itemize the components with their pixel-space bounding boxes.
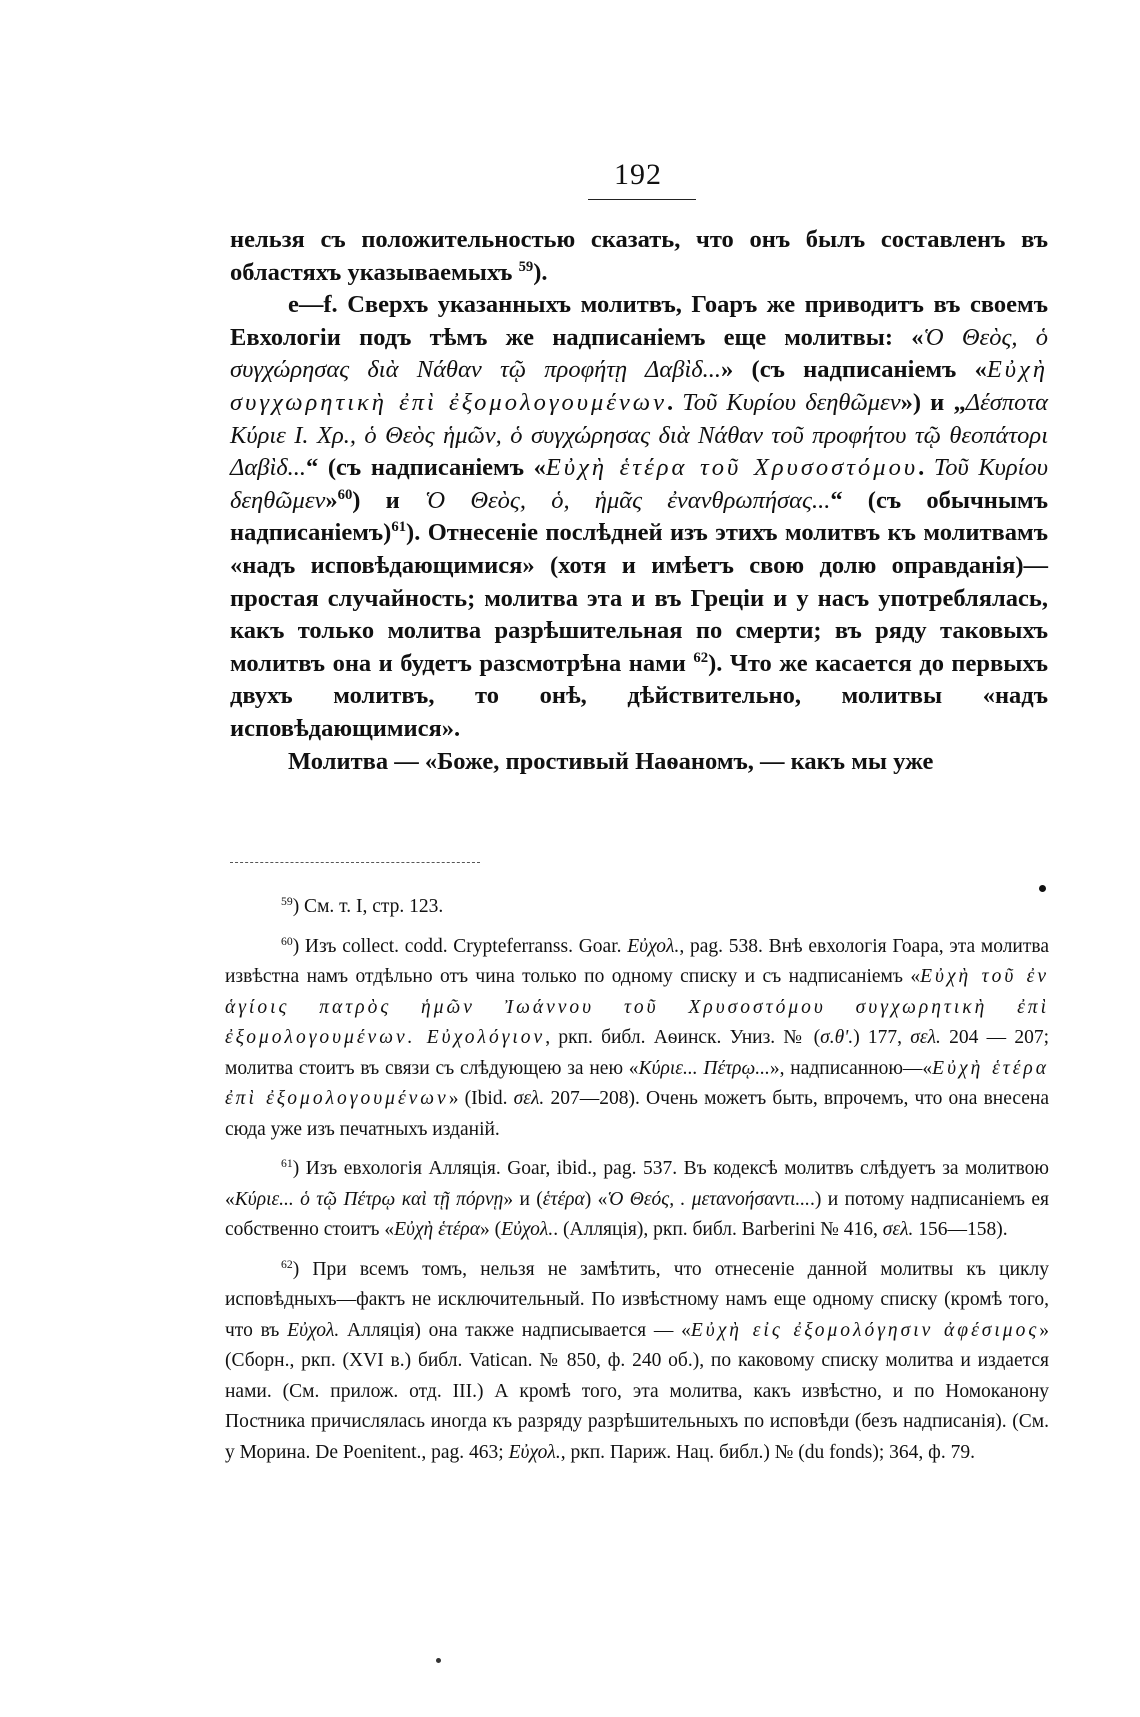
footnote-mark: 60 (281, 934, 293, 948)
greek-spaced-text: Εὐχὴ ἑτέρα τοῦ Χρυσοστόμου (545, 454, 919, 482)
greek-text: Τοῦ Κυρίου δεηθῶμεν (230, 454, 1048, 514)
greek-text: Τοῦ Κυρίου δεηθῶμεν (682, 388, 901, 416)
paragraph-2: e—f. Сверхъ указанныхъ молитвъ, Гоаръ же приводитъ въ своемъ Евхологіи подъ тѣмъ же надписаніемъ еще молитвы: «Ὁ Θεὸς, ὁ συγχώρησας διὰ Νάθαν τῷ προφήτῃ Δαβὶδ...» (съ надписаніемъ «Εὐχὴ συγχωρητικὴ ἐπὶ ἐξομολογουμένων. Τοῦ Κυρίου δεηθῶμεν») и „Δέσποτα Κύριε Ι. Χρ., ὁ Θεὸς ἡμῶν, ὁ συγχώρησας διὰ Νάθαν τοῦ προφήτου τῷ θεοπάτορι Δαβὶδ...“ (съ надписаніемъ «Εὐχὴ ἑτέρα τοῦ Χρυσοστόμου. Τοῦ Κυρίου δεηθῶμεν»$^{60}$) и Ὁ Θεὸς, ὁ, ἡμᾶς ἐνανθρωπήσας...“ (съ обычнымъ надписаніемъ)$^{61}$). Отнесеніе послѣдней изъ этихъ молитвъ къ молитвамъ «надъ исповѣдающимися» (хотя и имѣетъ свою долю оправданія)—простая случайность; молитва эта и въ Греціи и у насъ употреблялась, какъ только молитва разрѣшительная по смерти; въ ряду таковыхъ молитвъ она и будетъ разсмотрѣна нами $^{62}$). Что же касается до первыхъ двухъ молитвъ, то онѣ, дѣйствительно, молитвы «надъ исповѣдающимися». (230, 291, 1049, 742)
footnote-mark: 59 (281, 894, 293, 908)
ink-dot (1039, 885, 1046, 892)
footnote-mark: 62 (281, 1257, 293, 1271)
footnote-mark: 61 (281, 1156, 293, 1170)
footnote-59: $^{59}$) См. т. I, стр. 123. (281, 894, 444, 917)
header-rule (588, 199, 696, 200)
footnote-separator (230, 862, 480, 863)
page-number: 192 (614, 158, 662, 191)
greek-spaced-text: Εὐχὴ συγχωρητικὴ ἐπὶ ἐξομολογουμένων (230, 356, 1048, 416)
paragraph-3: Молитва — «Боже, простивый Наѳаномъ, — какъ мы уже (288, 747, 934, 775)
footnote-ref: 59 (518, 258, 534, 275)
greek-text: Ὁ Θεὸς, ὁ, ἡμᾶς ἐνανθρωπήσας... (425, 486, 831, 514)
footnote-60: $^{60}$) Изъ collect. codd. Cryptеferranss. Goar. Εὐχολ., pag. 538. Внѣ евхологія Гоара, эта молитва извѣстна намъ отдѣльно отъ чина только по одному списку и съ надписаніемъ «Εὐχὴ τοῦ ἐν ἁγίοις πατρὸς ἡμῶν Ἰωάννου τοῦ Χρυσοστόμου συγχωρητικὴ ἐπὶ ἐξομολογουμένων. Εὐχολόγιον, ркп. библ. Аѳинск. Униз. № (σ.θ'.) 177, σελ. 204 — 207; молитва стоитъ въ связи съ слѣдующею за нею «Κύριε... Πέτρῳ...», надписанною—«Εὐχὴ ἑτέρα ἐπὶ ἐξομολογουμένων» (Ibid. σελ. 207—208). Очень можетъ быть, впрочемъ, что она внесена сюда уже изъ печатныхъ изданій. (225, 934, 1050, 1140)
footnote-ref: 61 (391, 519, 407, 536)
main-text (230, 224, 1048, 778)
greek-text: Ὁ Θεὸς, ὁ συγχώρησας διὰ Νάθαν τῷ προφήτῃ Δαβὶδ... (230, 323, 1049, 384)
paragraph-1: нельзя съ положительностью сказать, что онъ былъ составленъ въ областяхъ указываемыхъ $^{59}$). (230, 226, 1048, 286)
footnote-62: $^{62}$) При всемъ томъ, нельзя не замѣтить, что отнесеніе данной молитвы къ циклу исповѣдныхъ—фактъ не исключительный. По извѣстному намъ еще одному списку (кромѣ того, что въ Εὐχολ. Алляція) она также надписывается — «Εὐχὴ εἰς ἐξομολόγησιν ἀφέσιμος» (Сборн., ркп. (XVI в.) библ. Vatican. № 850, ф. 240 об.), по каковому списку молитва и издается нами. (См. прилож. отд. III.) А кромѣ того, эта молитва, какъ извѣстно, и по Номоканону Постника причислялась иногда къ разряду разрѣшительныхъ по исповѣди (безъ надписанія). (См. у Морина. De Poenitent., pag. 463; Εὐχολ., ркп. Париж. Нац. библ.) № (du fonds); 364, ф. 79. (225, 1257, 1049, 1463)
ink-mark (436, 1658, 441, 1663)
footnotes (225, 892, 1049, 1468)
greek-text: Δέσποτα Κύριε Ι. Χρ., ὁ Θεὸς ἡμῶν, ὁ συγχώρησας διὰ Νάθαν τοῦ προφήτου τῷ θεοπάτορι Δαβὶδ... (230, 388, 1049, 482)
footnote-ref: 62 (693, 649, 709, 666)
footnote-61: $^{61}$) Изъ евхологія Алляція. Goar, ibid., pag. 537. Въ кодексѣ молитвъ слѣдуетъ за молитвою «Κύριε... ὁ τῷ Πέτρῳ καὶ τῇ πόρνῃ» и (ἑτέρα) «Ὁ Θεός, . μετανοήσαντι....) и потому надписаніемъ ея собственно стоитъ «Εὐχὴ ἑτέρα» (Εὐχολ.. (Алляція), ркп. библ. Barberini № 416, σελ. 156—158). (225, 1156, 1050, 1240)
footnote-ref: 60 (337, 486, 353, 503)
